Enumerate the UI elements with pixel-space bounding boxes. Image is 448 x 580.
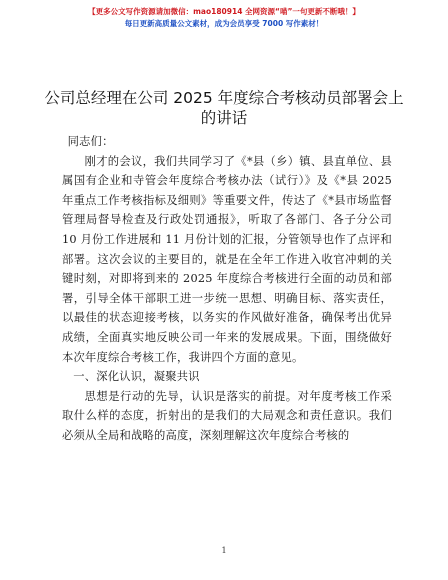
document-body: [62, 132, 392, 446]
section-heading: 一、深化认识，凝聚共识: [73, 370, 200, 384]
promo-banner-line-2: 每日更新高质量公文素材，成为会员享受 7000 写作素材！: [124, 19, 324, 28]
promo-banner-line-1: 【更多公文写作资源请加微信：mao180914 全网资源“喵”一句更新不断哦！】: [88, 7, 360, 16]
promo-banner: [0, 6, 448, 30]
page-number: 1: [221, 546, 227, 555]
document-title: 公司总经理在公司 2025 年度综合考核动员部署会上的讲话: [44, 89, 404, 127]
greeting: 同志们：: [67, 135, 114, 148]
section-paragraph: 思想是行动的先导，认识是落实的前提。对年度考核工作采取什么样的态度，折射出的是我们的大局观念和责任意识。我们必须从全局和战略的高度，深刻理解这次年度综合考核的: [62, 389, 392, 442]
body-paragraph: 刚才的会议，我们共同学习了《*县（乡）镇、县直单位、县属国有企业和寺管会年度综合考核办法（试行）》及《*县 2025 年重点工作考核指标及细则》等重要文件，传达了《*县市场监督管理局督导检查及行政处罚通报》，听取了各部门、各子分公司 10 月份工作进展和 11 月份计划的汇报，分管领导也作了点评和部署。这次会议的主要目的，就是在全年工作进入收官冲刺的关键时刻，对即将到来的 2025 年度综合考核进行全面的动员和部署，引导全体干部职工进一步统一思想、明确目标、落实责任，以最佳的状态迎接考核，以务实的作风做好准备，确保考出优异成绩，全面真实地反映公司一年来的发展成果。下面，围绕做好本次年度综合考核工作，我讲四个方面的意见。: [62, 154, 392, 364]
